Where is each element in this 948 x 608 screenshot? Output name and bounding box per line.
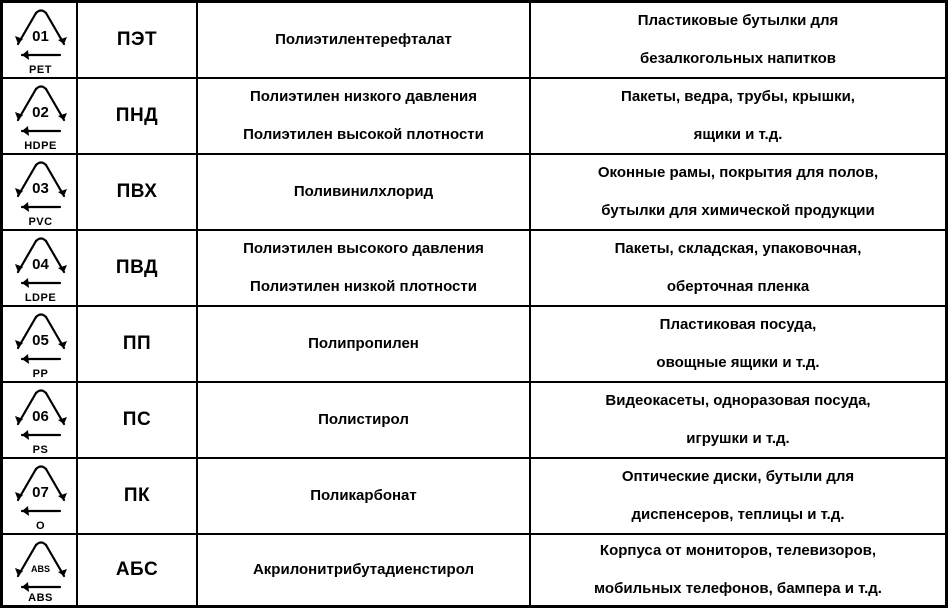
plastic-usage [531, 79, 945, 153]
recycle-code-cell [3, 3, 78, 77]
plastic-abbreviation: ПК [78, 459, 198, 533]
recycle-code-label: ABS [28, 592, 53, 604]
plastic-name-line: Поливинилхлорид [293, 183, 434, 200]
plastic-usage-line: мобильных телефонов, бампера и т.д. [594, 580, 882, 597]
plastic-name-line: Полиэтилентерефталат [275, 31, 452, 48]
recycle-code-label: PP [32, 368, 49, 380]
recycle-code-label: LDPE [24, 292, 57, 304]
plastic-name [198, 383, 531, 457]
plastic-name-line: Полиэтилен высокого давления [243, 240, 484, 257]
table-row [3, 231, 945, 307]
table-row [3, 535, 945, 605]
plastic-name [198, 307, 531, 381]
recycle-code-cell [3, 535, 78, 605]
table-row [3, 3, 945, 79]
plastic-name [198, 535, 531, 605]
table-row [3, 383, 945, 459]
table-row [3, 155, 945, 231]
plastic-usage-line: Оптические диски, бутыли для [621, 468, 855, 485]
plastic-abbreviation: ПП [78, 307, 198, 381]
plastic-usage [531, 383, 945, 457]
recycle-code-number: 06 [32, 408, 49, 425]
recycle-code-cell [3, 383, 78, 457]
plastic-usage-line: овощные ящики и т.д. [656, 354, 820, 371]
plastic-name-line: Полиэтилен низкого давления [249, 88, 478, 105]
recycle-code-cell [3, 231, 78, 305]
plastic-abbreviation: ПВД [78, 231, 198, 305]
plastic-name [198, 459, 531, 533]
recycle-code-label: PS [32, 444, 49, 456]
recycle-code-number: 05 [32, 332, 49, 349]
plastic-abbreviation: ПНД [78, 79, 198, 153]
recycle-code-cell [3, 155, 78, 229]
plastic-name [198, 79, 531, 153]
recycle-code-number: 07 [32, 484, 49, 501]
plastic-abbreviation: ПВХ [78, 155, 198, 229]
recycle-code-cell [3, 307, 78, 381]
plastic-usage-line: оберточная пленка [666, 278, 810, 295]
plastic-usage [531, 231, 945, 305]
recycle-code-cell [3, 79, 78, 153]
recycle-code-number: 01 [32, 28, 49, 45]
plastic-abbreviation: АБС [78, 535, 198, 605]
recycle-code-label: O [35, 520, 46, 532]
plastic-name-line: Полиэтилен низкой плотности [250, 278, 477, 295]
plastic-name [198, 3, 531, 77]
recycle-code-label: PVC [28, 216, 53, 228]
recycle-code-number: ABS [30, 564, 50, 574]
table-row [3, 79, 945, 155]
plastic-usage-line: бутылки для химической продукции [601, 202, 875, 219]
plastic-usage-line: диспенсеров, теплицы и т.д. [631, 506, 845, 523]
recycle-code-number: 02 [32, 104, 49, 121]
recycle-code-number: 04 [32, 256, 49, 273]
plastic-abbreviation: ПС [78, 383, 198, 457]
plastic-usage [531, 535, 945, 605]
plastic-usage [531, 459, 945, 533]
plastic-name-line: Полистирол [318, 411, 409, 428]
plastic-name [198, 231, 531, 305]
plastic-usage-line: Видеокасеты, одноразовая посуда, [605, 392, 871, 409]
plastic-usage-line: Оконные рамы, покрытия для полов, [597, 164, 879, 181]
plastic-usage-line: Пакеты, ведра, трубы, крышки, [621, 88, 855, 105]
recycle-code-label: PET [29, 64, 52, 76]
plastic-name [198, 155, 531, 229]
plastic-usage-line: ящики и т.д. [693, 126, 783, 143]
recycle-code-label: HDPE [24, 140, 57, 152]
recycle-code-number: 03 [32, 180, 49, 197]
plastic-usage-line: Корпуса от мониторов, телевизоров, [599, 542, 877, 559]
plastic-usage [531, 155, 945, 229]
table-row [3, 307, 945, 383]
recycle-code-cell [3, 459, 78, 533]
plastic-usage [531, 3, 945, 77]
plastic-name-line: Полиэтилен высокой плотности [243, 126, 484, 143]
plastic-usage-line: игрушки и т.д. [686, 430, 790, 447]
plastic-usage [531, 307, 945, 381]
plastic-usage-line: Пластиковая посуда, [659, 316, 817, 333]
plastic-usage-line: Пакеты, складская, упаковочная, [614, 240, 862, 257]
plastic-name-line: Полипропилен [308, 335, 419, 352]
plastic-name-line: Поликарбонат [310, 487, 417, 504]
plastic-usage-line: безалкогольных напитков [640, 50, 836, 67]
table-row [3, 459, 945, 535]
plastic-name-line: Акрилонитрибутадиенстирол [252, 561, 475, 578]
plastic-usage-line: Пластиковые бутылки для [637, 12, 839, 29]
plastic-abbreviation: ПЭТ [78, 3, 198, 77]
